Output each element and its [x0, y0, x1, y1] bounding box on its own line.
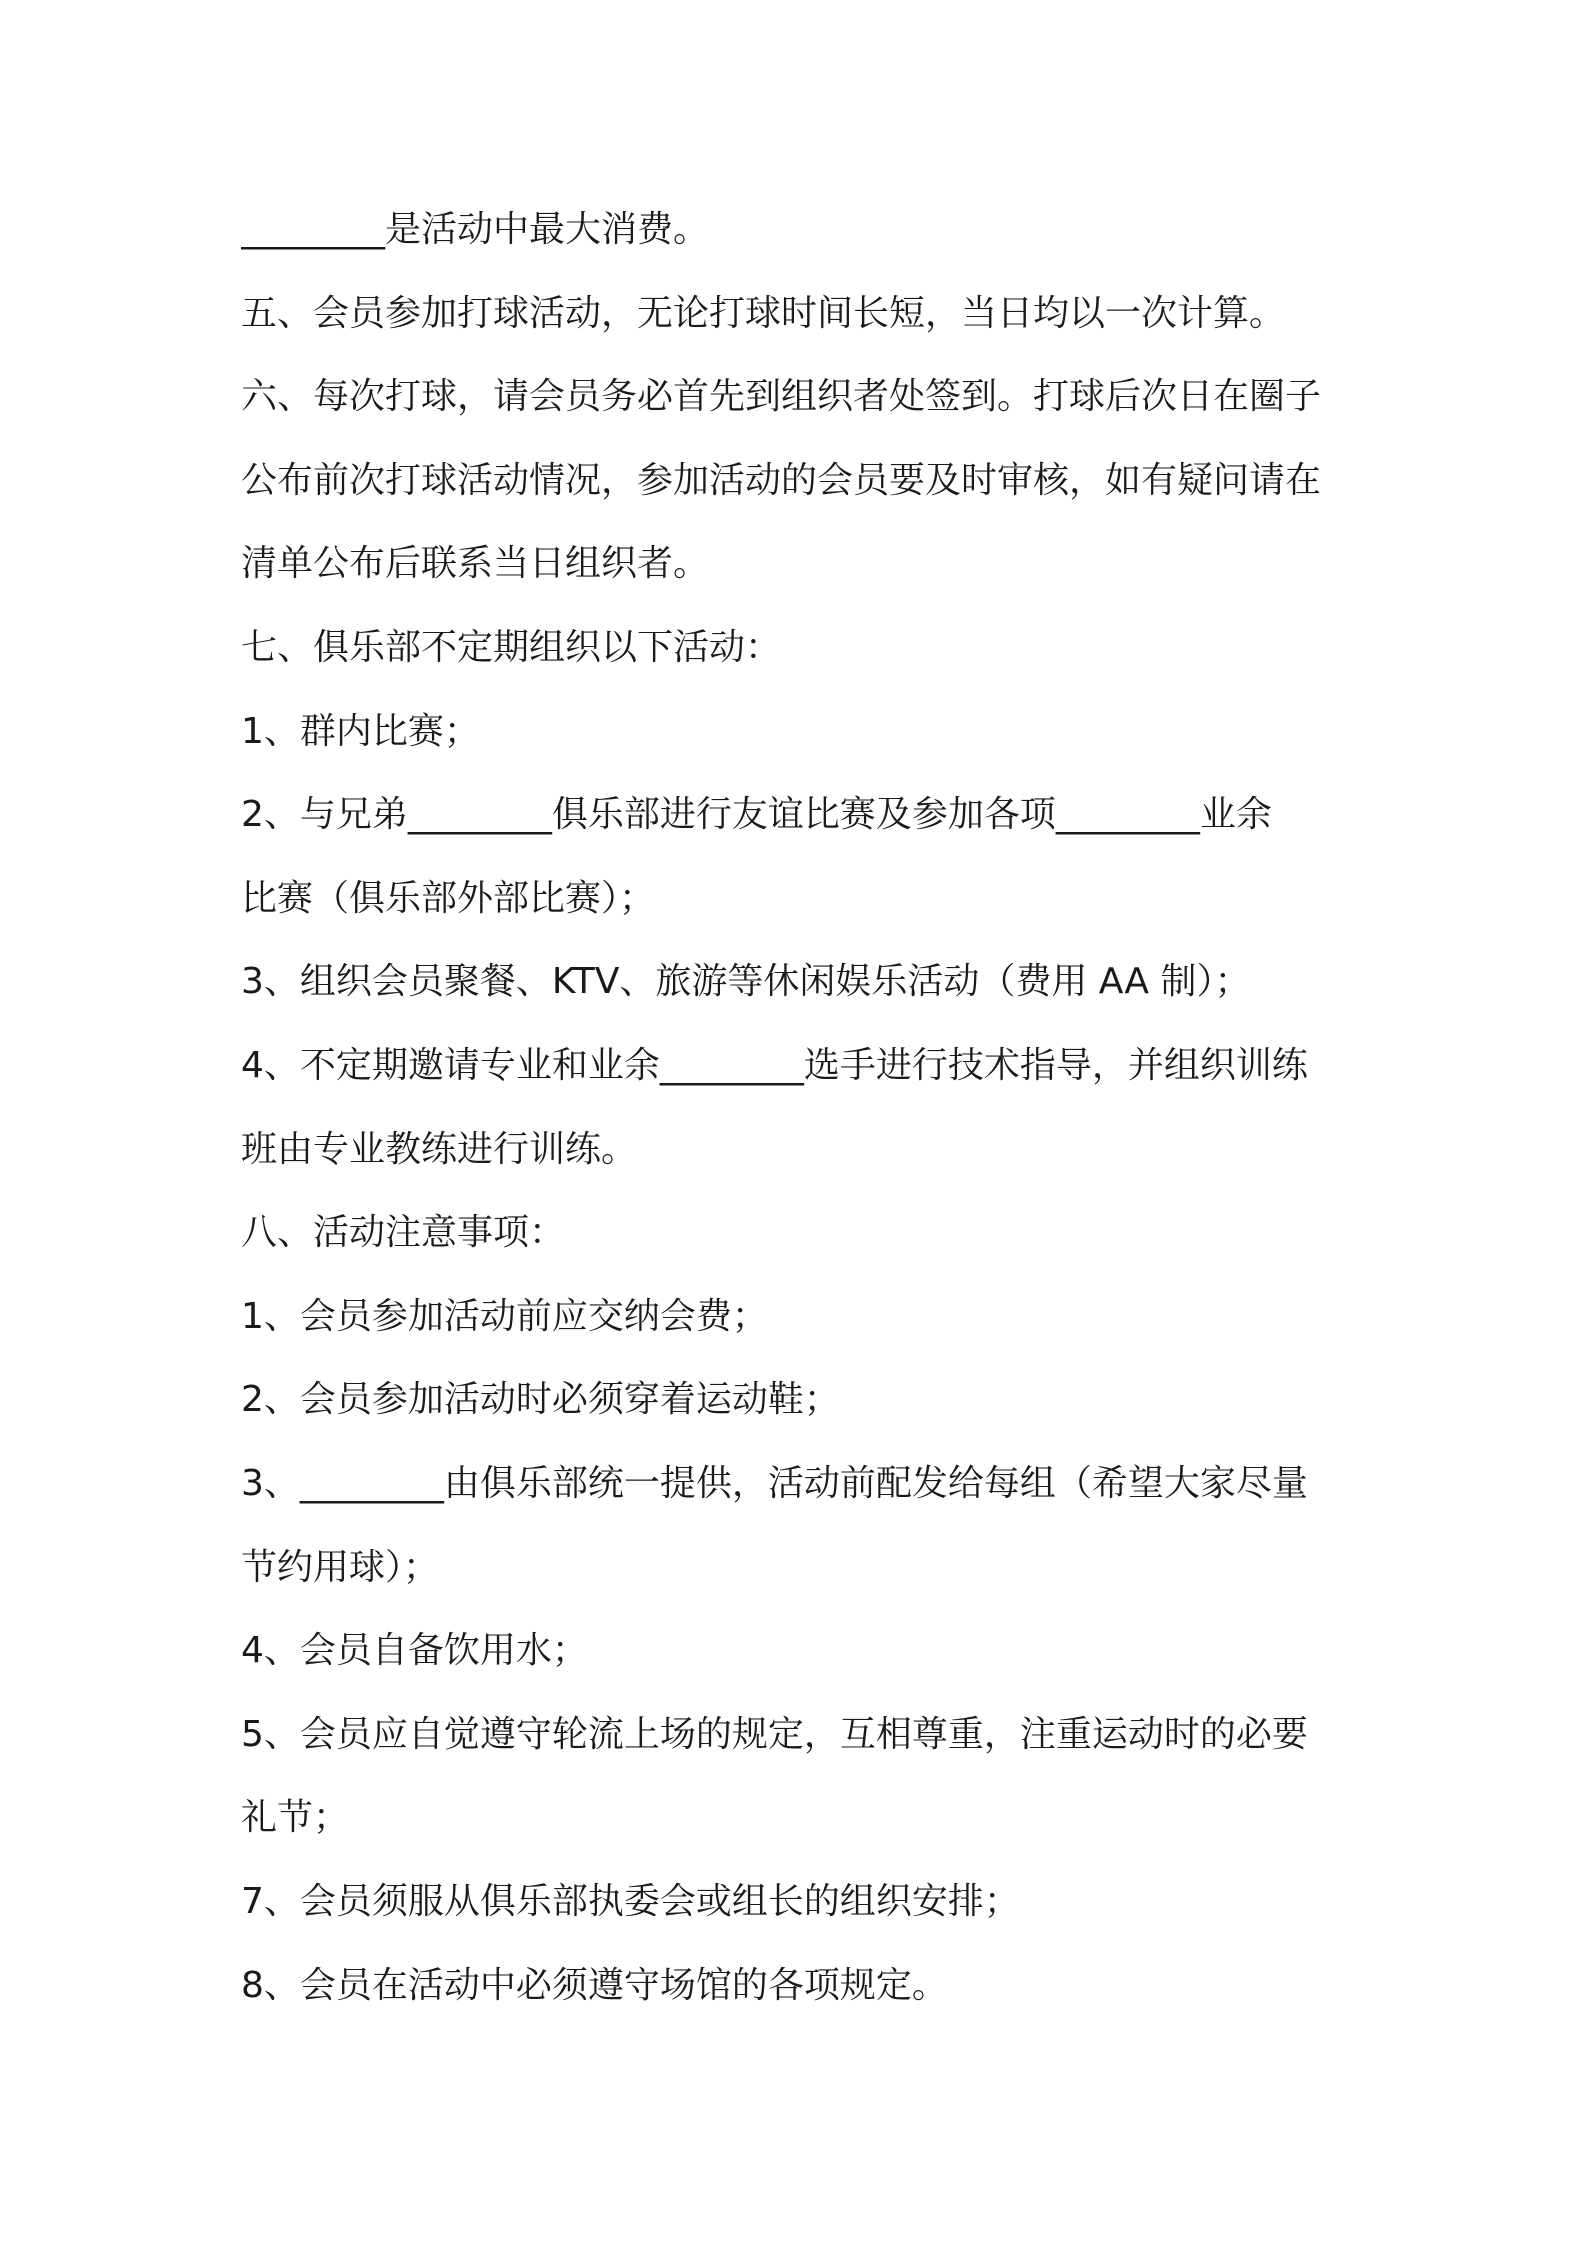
document-line-section-8: 八、活动注意事项：: [241, 1212, 566, 1253]
document-line-item-8-3: 3、________由俱乐部统一提供，活动前配发给每组（希望大家尽量: [241, 1463, 1308, 1504]
document-line-section-6-cont-1: 公布前次打球活动情况，参加活动的会员要及时审核，如有疑问请在: [241, 460, 1322, 501]
document-line-item-8-3-cont: 节约用球）；: [241, 1547, 440, 1588]
document-line-item-7-3: 3、组织会员聚餐、KTV、旅游等休闲娱乐活动（费用 AA 制）；: [241, 961, 1251, 1002]
document-line-item-8-5-cont: 礼节；: [241, 1797, 350, 1838]
document-line-section-6-cont-2: 清单公布后联系当日组织者。: [241, 543, 710, 584]
document-line-item-7-1: 1、群内比赛；: [241, 711, 480, 752]
document-line-section-5: 五、会员参加打球活动，无论打球时间长短，当日均以一次计算。: [241, 293, 1286, 334]
document-line-item-8-2: 2、会员参加活动时必须穿着运动鞋；: [241, 1379, 840, 1420]
document-line-section-7: 七、俱乐部不定期组织以下活动：: [241, 627, 782, 668]
document-line-blank-consumption: ________是活动中最大消费。: [241, 209, 710, 250]
document-line-section-6: 六、每次打球，请会员务必首先到组织者处签到。打球后次日在圈子: [241, 376, 1322, 417]
document-line-item-8-4: 4、会员自备饮用水；: [241, 1630, 588, 1671]
document-line-item-7-4-cont: 班由专业教练进行训练。: [241, 1129, 638, 1170]
document-line-item-8-5: 5、会员应自觉遵守轮流上场的规定，互相尊重，注重运动时的必要: [241, 1714, 1308, 1755]
document-line-item-7-4: 4、不定期邀请专业和业余________选手进行技术指导，并组织训练: [241, 1045, 1308, 1086]
document-line-item-8-7: 7、会员须服从俱乐部执委会或组长的组织安排；: [241, 1881, 1020, 1922]
document-line-item-8-1: 1、会员参加活动前应交纳会费；: [241, 1296, 768, 1337]
document-line-item-8-8: 8、会员在活动中必须遵守场馆的各项规定。: [241, 1965, 948, 2006]
document-line-item-7-2-cont: 比赛（俱乐部外部比赛）；: [241, 878, 656, 919]
document-line-item-7-2: 2、与兄弟________俱乐部进行友谊比赛及参加各项________业余: [241, 794, 1272, 835]
